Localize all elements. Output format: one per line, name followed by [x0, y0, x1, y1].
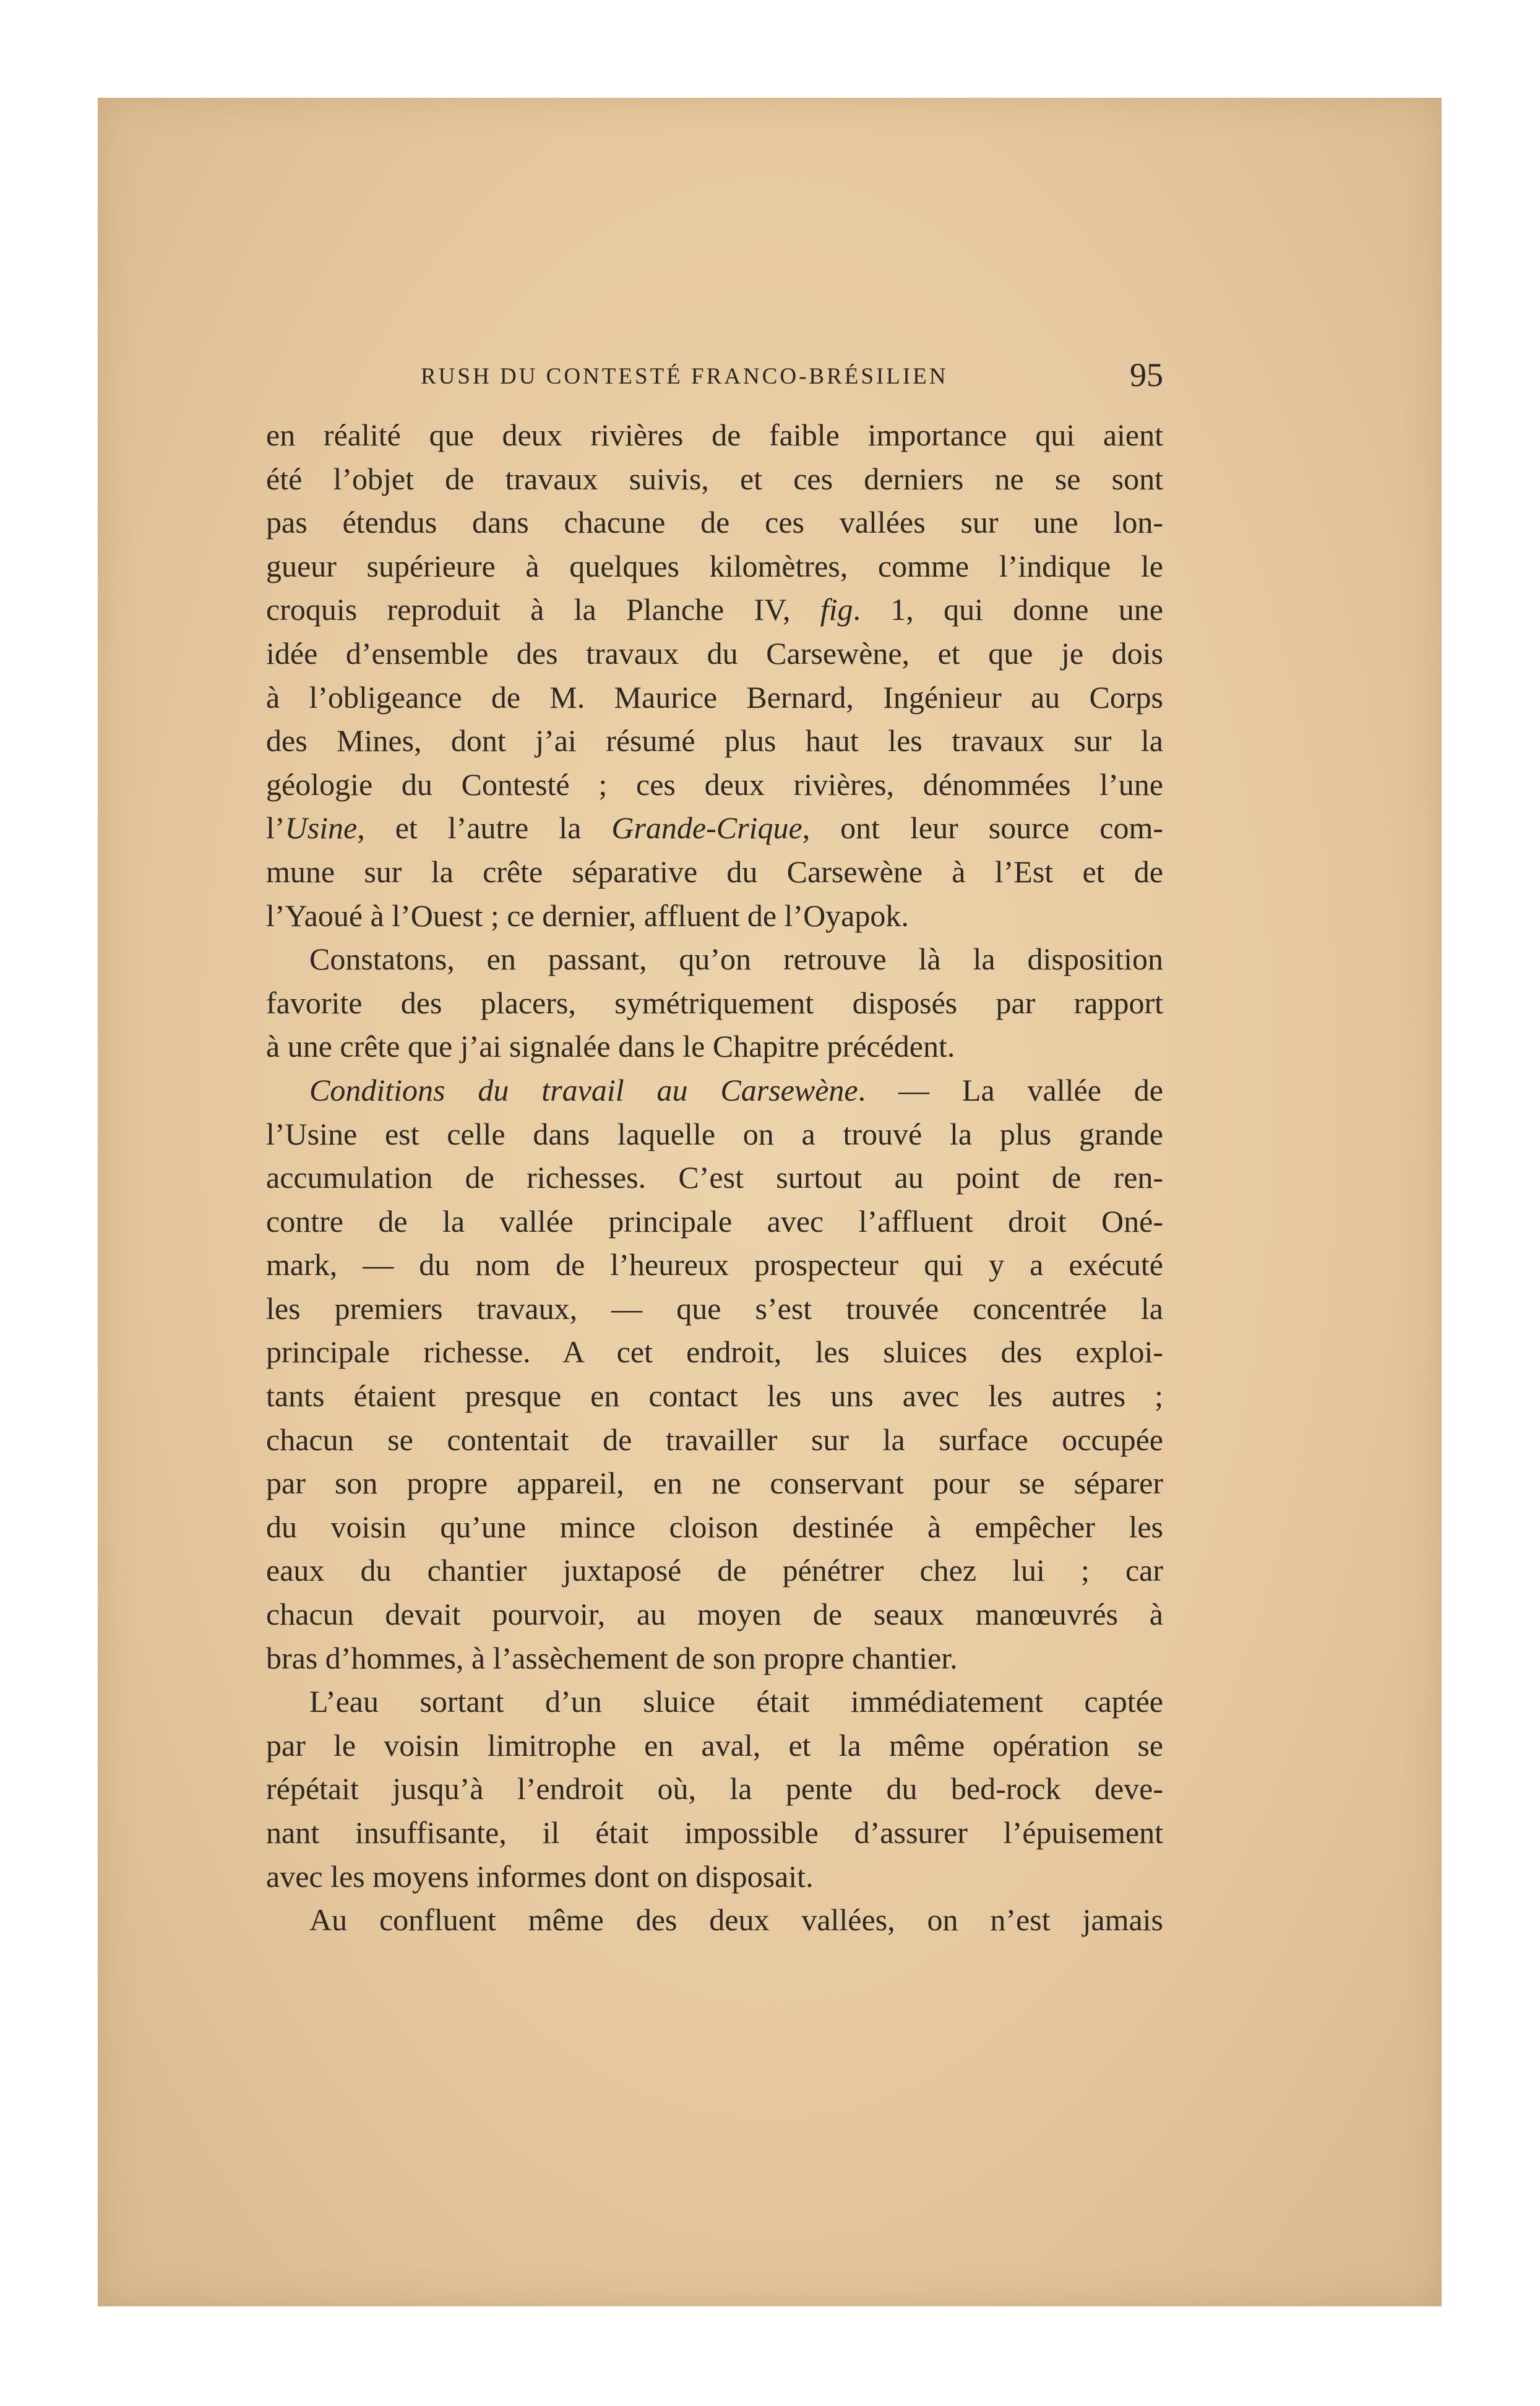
text-line: favorite des placers, symétriquement disposés par rapport	[266, 985, 1163, 1020]
page-number: 95	[1130, 356, 1163, 393]
text-line: en réalité que deux rivières de faible importance qui aient	[266, 418, 1163, 452]
text-line: par le voisin limitrophe en aval, et la même opération se	[266, 1727, 1163, 1763]
text-line: par son propre appareil, en ne conservant pour se séparer	[266, 1466, 1163, 1501]
body-text	[266, 413, 1163, 1942]
text-line: des Mines, dont j’ai résumé plus haut les travaux sur la	[266, 723, 1163, 758]
text-line: l’Usine, et l’autre la Grande-Crique, ont leur source com-	[266, 810, 1163, 846]
text-line: répétait jusqu’à l’endroit où, la pente du bed-rock deve-	[266, 1771, 1163, 1807]
page-header	[266, 356, 1163, 399]
text-line: à une crête que j’ai signalée dans le Chapitre précédent.	[266, 1029, 955, 1064]
text-line: chacun se contentait de travailler sur la surface occupée	[266, 1422, 1163, 1457]
text-line: du voisin qu’une mince cloison destinée à empêcher les	[266, 1509, 1163, 1544]
text-line: L’eau sortant d’un sluice était immédiatement captée	[309, 1684, 1163, 1719]
text-line: l’Yaoué à l’Ouest ; ce dernier, affluent de l’Oyapok.	[266, 898, 909, 933]
text-line: nant insuffisante, il était impossible d’assurer l’épuisement	[266, 1815, 1163, 1850]
text-line: pas étendus dans chacune de ces vallées sur une lon-	[266, 505, 1163, 540]
text-line: Constatons, en passant, qu’on retrouve là la disposition	[309, 942, 1163, 977]
text-line: accumulation de richesses. C’est surtout au point de ren-	[266, 1160, 1163, 1195]
text-line: Au confluent même des deux vallées, on n’est jamais	[309, 1902, 1163, 1938]
text-line: été l’objet de travaux suivis, et ces derniers ne se sont	[266, 461, 1163, 496]
text-line: idée d’ensemble des travaux du Carsewène, et que je dois	[266, 635, 1163, 671]
text-line: mark, — du nom de l’heureux prospecteur qui y a exécuté	[266, 1247, 1163, 1282]
section-heading-line: Conditions du travail au Carsewène. — La vallée de	[309, 1072, 1163, 1107]
text-line: chacun devait pourvoir, au moyen de seaux manœuvrés à	[266, 1597, 1163, 1632]
text-line: tants étaient presque en contact les uns avec les autres ;	[266, 1378, 1163, 1414]
text-line: avec les moyens informes dont on disposait.	[266, 1858, 814, 1894]
text-line: eaux du chantier juxtaposé de pénétrer chez lui ; car	[266, 1553, 1163, 1588]
text-line: mune sur la crête séparative du Carsewène à l’Est et de	[266, 854, 1163, 889]
text-line: à l’obligeance de M. Maurice Bernard, Ingénieur au Corps	[266, 679, 1163, 715]
text-line: gueur supérieure à quelques kilomètres, comme l’indique le	[266, 548, 1163, 583]
running-title: RUSH DU CONTESTÉ FRANCO-BRÉSILIEN	[421, 364, 949, 389]
text-line: principale richesse. A cet endroit, les sluices des exploi-	[266, 1334, 1163, 1370]
text-line: l’Usine est celle dans laquelle on a trouvé la plus grande	[266, 1116, 1163, 1151]
text-line: contre de la vallée principale avec l’affluent droit Oné-	[266, 1203, 1163, 1239]
text-line: géologie du Contesté ; ces deux rivières, dénommées l’une	[266, 767, 1163, 802]
text-line: bras d’hommes, à l’assèchement de son propre chantier.	[266, 1640, 958, 1675]
text-line: croquis reproduit à la Planche IV, fig. 1, qui donne une	[266, 592, 1163, 627]
text-line: les premiers travaux, — que s’est trouvée concentrée la	[266, 1291, 1163, 1326]
